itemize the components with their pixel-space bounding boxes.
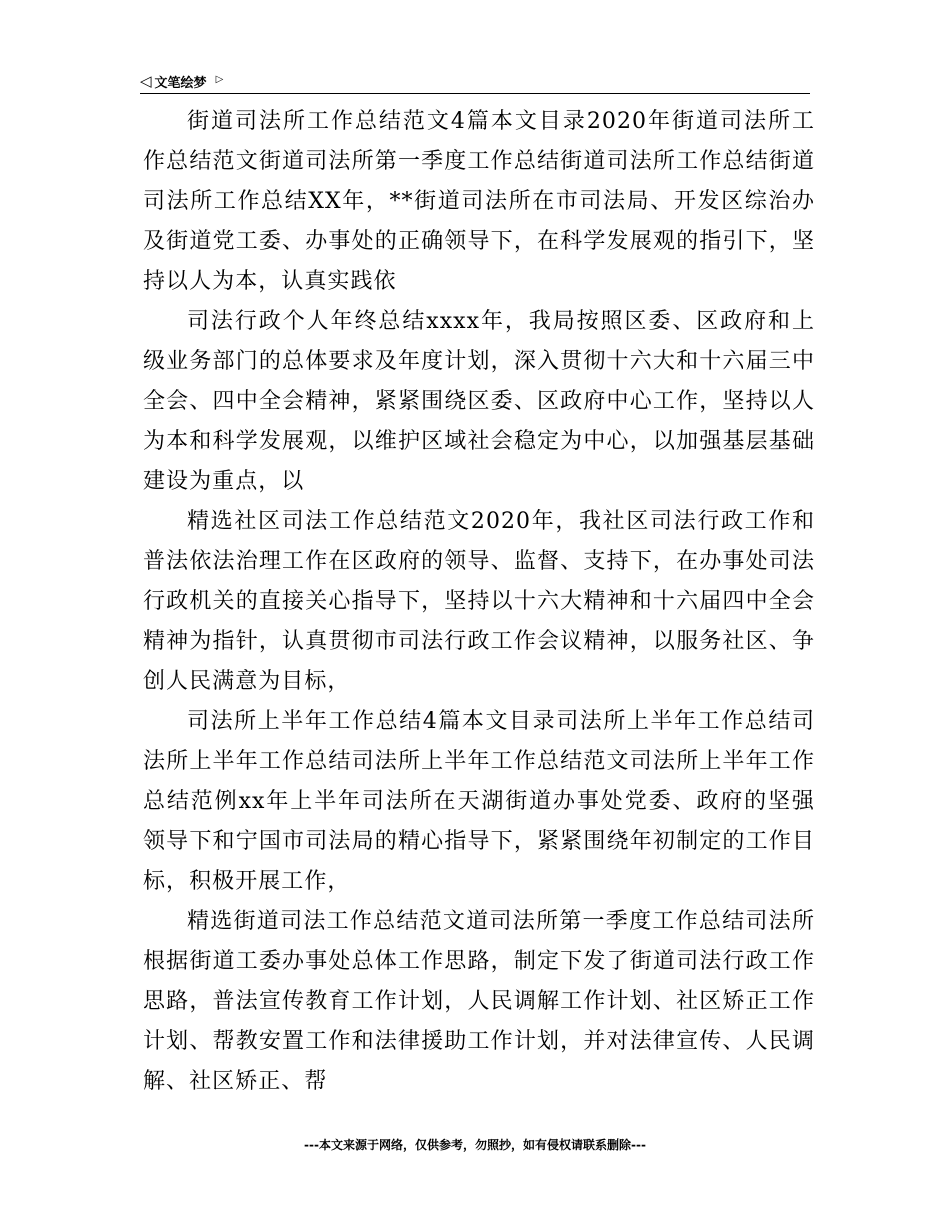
left-triangle-icon: ◁ xyxy=(140,72,152,90)
paragraph-4: 司法所上半年工作总结4篇本文目录司法所上半年工作总结司法所上半年工作总结司法所上半年工作总结范文司法所上半年工作总结范例xx年上半年司法所在天湖街道办事处党委、政府的坚强领导下和宁国市司法局的精心指导下，紧紧围绕年初制定的工作目标，积极开展工作， xyxy=(143,709,815,894)
right-triangle-icon: ▷ xyxy=(215,73,224,85)
document-body xyxy=(143,102,815,1102)
paragraph-3: 精选社区司法工作总结范文2020年，我社区司法行政工作和普法依法治理工作在区政府的领导、监督、支持下，在办事处司法行政机关的直接关心指导下，坚持以十六大精神和十六届四中全会精神为指针，认真贯彻市司法行政工作会议精神，以服务社区、争创人民满意为目标， xyxy=(143,509,815,694)
paragraph-2: 司法行政个人年终总结xxxx年，我局按照区委、区政府和上级业务部门的总体要求及年度计划，深入贯彻十六大和十六届三中全会、四中全会精神，紧紧围绕区委、区政府中心工作，坚持以人为本和科学发展观，以维护区域社会稳定为中心，以加强基层基础建设为重点，以 xyxy=(143,309,815,494)
paragraph-1: 街道司法所工作总结范文4篇本文目录2020年街道司法所工作总结范文街道司法所第一季度工作总结街道司法所工作总结街道司法所工作总结XX年，**街道司法所在市司法局、开发区综治办及街道党工委、办事处的正确领导下，在科学发展观的指引下，坚持以人为本，认真实践依 xyxy=(143,109,815,294)
brand-name: 文笔绘梦 xyxy=(154,76,207,91)
page-header xyxy=(140,66,810,94)
paragraph-5: 精选街道司法工作总结范文道司法所第一季度工作总结司法所根据街道工委办事处总体工作思路，制定下发了街道司法行政工作思路，普法宣传教育工作计划，人民调解工作计划、社区矫正工作计划、帮教安置工作和法律援助工作计划，并对法律宣传、人民调解、社区矫正、帮 xyxy=(143,909,815,1094)
header-brand xyxy=(140,72,223,91)
page-footer-notice: ---本文来源于网络，仅供参考，勿照抄，如有侵权请联系删除--- xyxy=(304,1138,646,1152)
